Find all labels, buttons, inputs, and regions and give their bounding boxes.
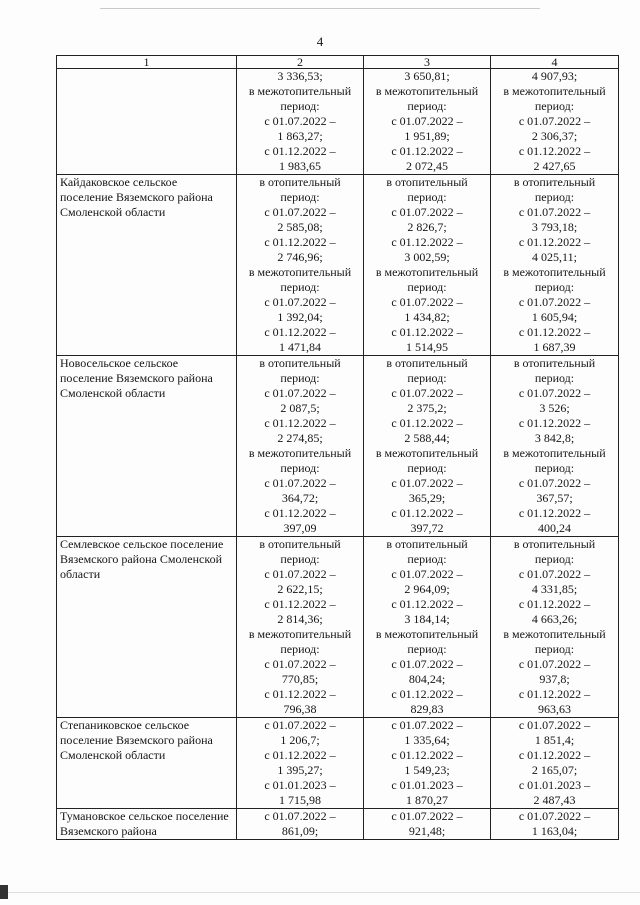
table-row bbox=[57, 718, 619, 809]
table-row bbox=[57, 175, 619, 356]
settlement-name-cell bbox=[57, 69, 237, 175]
column-header-2: 2 bbox=[237, 56, 364, 69]
tariff-cell-col2: в отопительный период: с 01.07.2022 – 2 622,15; с 01.12.2022 – 2 814,36; в межотопительный период: с 01.07.2022 – 770,85; с 01.12.2022 – 796,38 bbox=[237, 537, 364, 718]
scan-artifact-line-bottom bbox=[8, 892, 640, 893]
tariff-cell-col3: в отопительный период: с 01.07.2022 – 2 375,2; с 01.12.2022 – 2 588,44; в межотопительный период: с 01.07.2022 – 365,29; с 01.12.2022 – 397,72 bbox=[364, 356, 491, 537]
tariff-cell-col2: с 01.07.2022 – 1 206,7; с 01.12.2022 – 1 395,27; с 01.01.2023 – 1 715,98 bbox=[237, 718, 364, 809]
tariff-table bbox=[56, 55, 619, 840]
tariff-cell-col4: в отопительный период: с 01.07.2022 – 3 526; с 01.12.2022 – 3 842,8; в межотопительный период: с 01.07.2022 – 367,57; с 01.12.2022 – 400,24 bbox=[491, 356, 619, 537]
tariff-cell-col4: 4 907,93; в межотопительный период: с 01.07.2022 – 2 306,37; с 01.12.2022 – 2 427,65 bbox=[491, 69, 619, 175]
table-row bbox=[57, 809, 619, 840]
column-header-4: 4 bbox=[491, 56, 619, 69]
settlement-name-cell: Тумановское сельское поселение Вяземского района bbox=[57, 809, 237, 840]
tariff-cell-col2: 3 336,53; в межотопительный период: с 01.07.2022 – 1 863,27; с 01.12.2022 – 1 983,65 bbox=[237, 69, 364, 175]
table-row bbox=[57, 356, 619, 537]
settlement-name-cell: Новосельское сельское поселение Вяземского района Смоленской области bbox=[57, 356, 237, 537]
table-header-row bbox=[57, 56, 619, 69]
scan-edge-mark bbox=[0, 885, 8, 899]
tariff-cell-col2: в отопительный период: с 01.07.2022 – 2 585,08; с 01.12.2022 – 2 746,96; в межотопительный период: с 01.07.2022 – 1 392,04; с 01.12.2022 – 1 471,84 bbox=[237, 175, 364, 356]
tariff-cell-col4: с 01.07.2022 – 1 851,4; с 01.12.2022 – 2 165,07; с 01.01.2023 – 2 487,43 bbox=[491, 718, 619, 809]
tariff-cell-col3: 3 650,81; в межотопительный период: с 01.07.2022 – 1 951,89; с 01.12.2022 – 2 072,45 bbox=[364, 69, 491, 175]
settlement-name-cell: Степаниковское сельское поселение Вяземского района Смоленской области bbox=[57, 718, 237, 809]
table-row bbox=[57, 69, 619, 175]
tariff-cell-col3: в отопительный период: с 01.07.2022 – 2 826,7; с 01.12.2022 – 3 002,59; в межотопительный период: с 01.07.2022 – 1 434,82; с 01.12.2022 – 1 514,95 bbox=[364, 175, 491, 356]
column-header-1: 1 bbox=[57, 56, 237, 69]
tariff-cell-col2: с 01.07.2022 – 861,09; bbox=[237, 809, 364, 840]
tariff-cell-col3: с 01.07.2022 – 1 335,64; с 01.12.2022 – 1 549,23; с 01.01.2023 – 1 870,27 bbox=[364, 718, 491, 809]
table-row bbox=[57, 537, 619, 718]
page-number: 4 bbox=[316, 34, 324, 49]
tariff-cell-col3: с 01.07.2022 – 921,48; bbox=[364, 809, 491, 840]
column-header-3: 3 bbox=[364, 56, 491, 69]
tariff-cell-col4: в отопительный период: с 01.07.2022 – 3 793,18; с 01.12.2022 – 4 025,11; в межотопительный период: с 01.07.2022 – 1 605,94; с 01.12.2022 – 1 687,39 bbox=[491, 175, 619, 356]
scan-artifact-line bbox=[100, 8, 540, 9]
tariff-cell-col4: в отопительный период: с 01.07.2022 – 4 331,85; с 01.12.2022 – 4 663,26; в межотопительный период: с 01.07.2022 – 937,8; с 01.12.2022 – 963,63 bbox=[491, 537, 619, 718]
tariff-cell-col2: в отопительный период: с 01.07.2022 – 2 087,5; с 01.12.2022 – 2 274,85; в межотопительный период: с 01.07.2022 – 364,72; с 01.12.2022 – 397,09 bbox=[237, 356, 364, 537]
tariff-cell-col4: с 01.07.2022 – 1 163,04; bbox=[491, 809, 619, 840]
settlement-name-cell: Семлевское сельское поселение Вяземского района Смоленской области bbox=[57, 537, 237, 718]
tariff-cell-col3: в отопительный период: с 01.07.2022 – 2 964,09; с 01.12.2022 – 3 184,14; в межотопительный период: с 01.07.2022 – 804,24; с 01.12.2022 – 829,83 bbox=[364, 537, 491, 718]
settlement-name-cell: Кайдаковское сельское поселение Вяземского района Смоленской области bbox=[57, 175, 237, 356]
